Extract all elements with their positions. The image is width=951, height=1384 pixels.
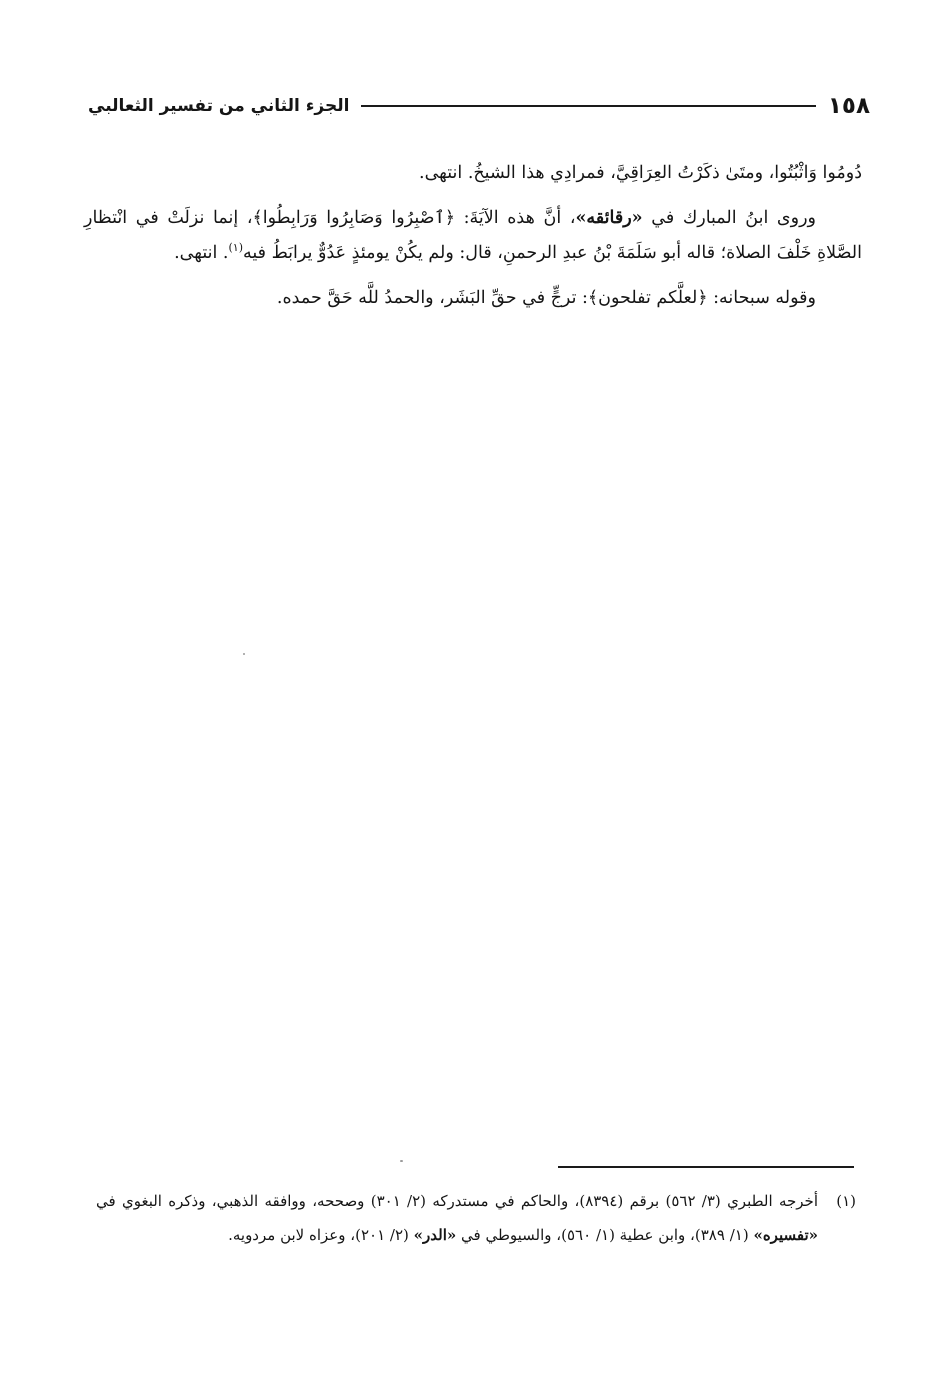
- footnote-rule: [558, 1166, 854, 1168]
- footnotes: [96, 1184, 856, 1252]
- paragraph-2: [84, 201, 862, 271]
- footnote-text-b: (١/ ٣٨٩)، وابن عطية (١/ ٥٦٠)، والسيوطي في: [456, 1226, 754, 1244]
- main-text: [84, 156, 862, 326]
- footnote-1: [96, 1184, 856, 1252]
- paragraph-1-text: دُومُوا وَاثْبُتُوا، ومتَىٰ ذكَرْتُ العِرَاقِيَّ، فمرادِي هذا الشيخُ. انتهى.: [419, 163, 862, 183]
- scan-speck: [243, 653, 245, 655]
- footnote-text: [96, 1184, 818, 1252]
- footnote-text-a: أخرجه الطبري (٣/ ٥٦٢) برقم (٨٣٩٤)، والحاكم في مستدركه (٢/ ٣٠١) وصححه، ووافقه الذهبي، وذكره البغوي في: [96, 1192, 818, 1210]
- footnote-number: (١): [836, 1192, 856, 1210]
- paragraph-1: [84, 156, 862, 191]
- paragraph-3: [84, 281, 862, 316]
- page-number: ١٥٨: [827, 93, 870, 119]
- running-title: الجزء الثاني من تفسير الثعالبي: [88, 96, 350, 116]
- book-title-durr: «الدر»: [413, 1226, 457, 1244]
- footnote-text-c: (٢/ ٢٠١)، وعزاه لابن مردويه.: [228, 1226, 414, 1244]
- book-title-tafsir: «تفسيره»: [753, 1226, 818, 1244]
- paragraph-2-text-a: وروى ابنُ المبارك في: [642, 208, 816, 228]
- paragraph-2-text-b: ، أنَّ هذه الآيَةَ: ﴿ٱصْبِرُوا وَصَابِرُوا وَرَابِطُوا﴾، إنما نزلَتْ في انْتظارِ الصَّلاةِ خَلْفَ الصلاة؛ قاله أبو سَلَمَةَ بْنُ عبدِ الرحمنِ، قال: ولم يكُنْ يومئذٍ عَدُوٌّ يرابَطُ فيه: [84, 208, 862, 263]
- header-rule: [361, 105, 815, 107]
- book-title-raqaiq: «رقائقه»: [575, 208, 643, 228]
- running-header: [88, 86, 870, 126]
- paragraph-3-text: وقوله سبحانه: ﴿لعلَّكم تفلحون﴾: ترجٍّ في حقِّ البَشَر، والحمدُ للَّه حَقَّ حمده.: [276, 288, 816, 308]
- footnote-reference-1: (١): [228, 241, 243, 255]
- scan-speck: [400, 1160, 403, 1162]
- paragraph-2-text-c: . انتهى.: [174, 243, 229, 263]
